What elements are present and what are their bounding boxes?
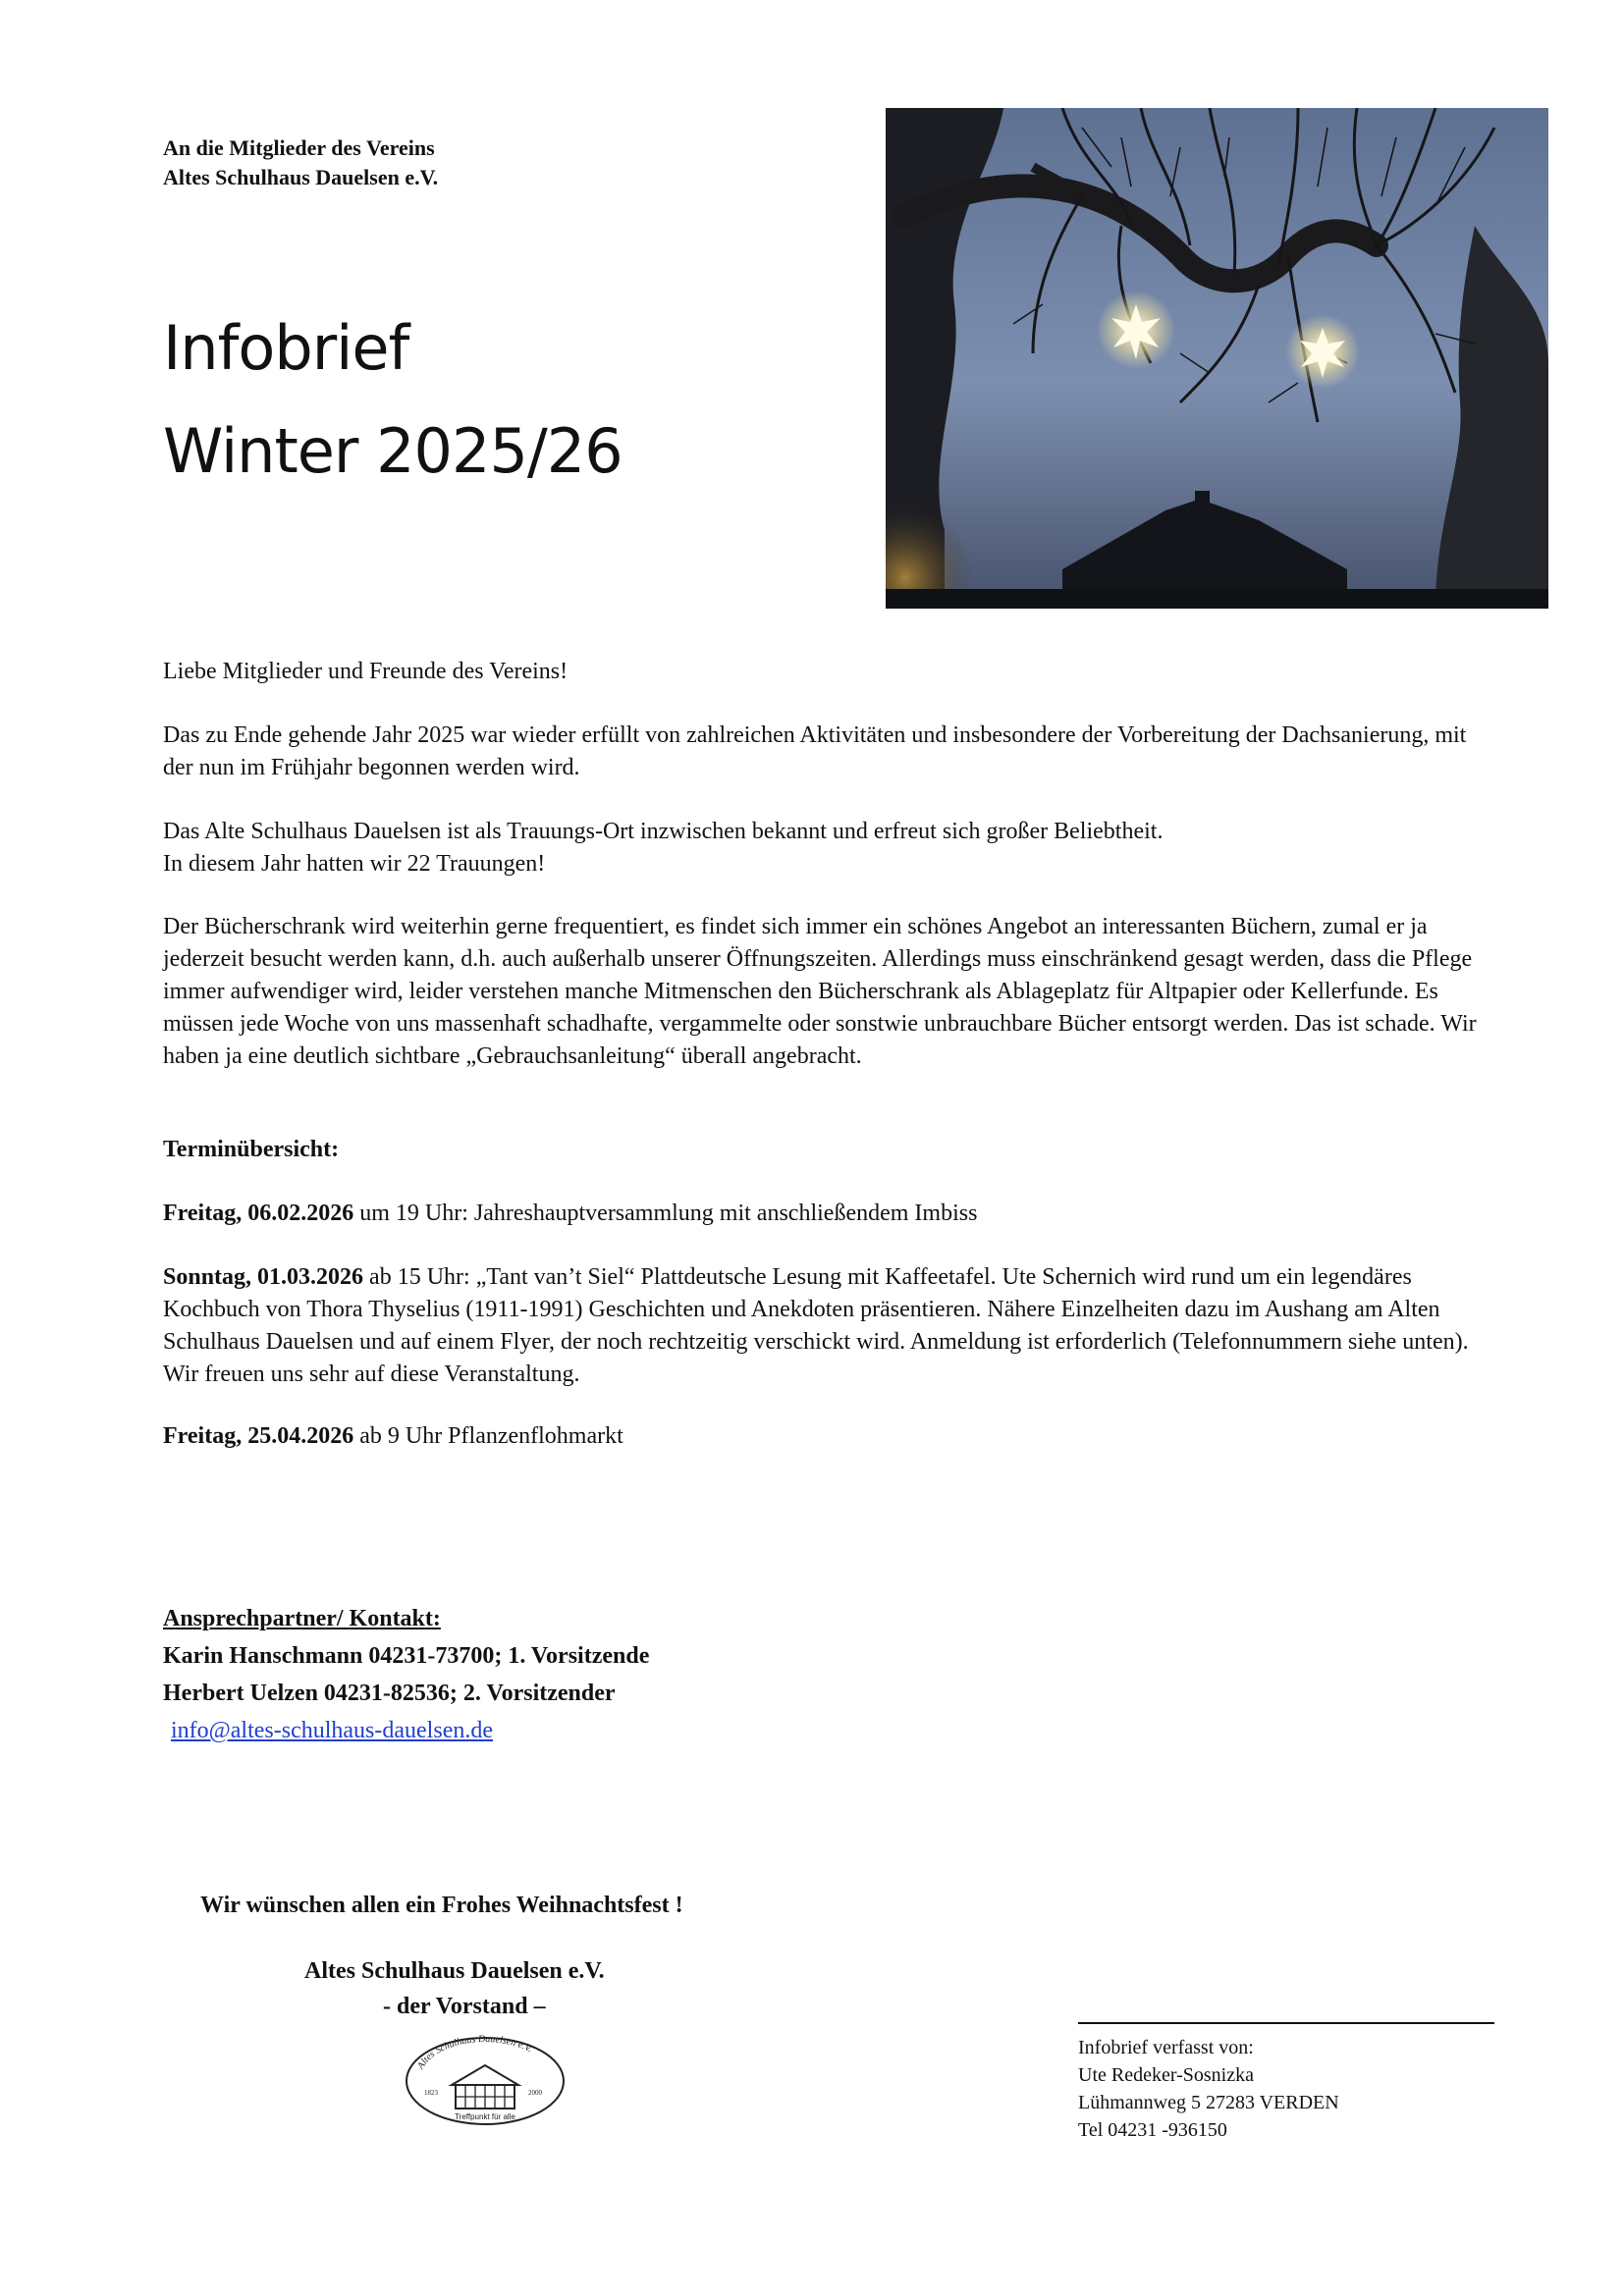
event-description: ab 15 Uhr: „Tant van’t Siel“ Plattdeutsche Lesung mit Kaffeetafel. Ute Schernich wird rund um ein legendäres Kochbuch von Thora Thyselius (1911-1991) Geschichten und Anekdoten präsentieren. Nähere Einzelheiten dazu im Aushang am Alten Schulhaus Dauelsen und auf einem Flyer, der noch rechtzeitig verschickt wird. Anmeldung ist erforderlich (Telefonnummern siehe unten). Wir freuen uns sehr auf diese Veranstaltung. — [163, 1264, 1469, 1387]
recipient-line-2: Altes Schulhaus Dauelsen e.V. — [163, 165, 439, 189]
contact-heading: Ansprechpartner/ Kontakt: — [163, 1606, 441, 1631]
contact-person-1: Karin Hanschmann 04231-73700; 1. Vorsitzende — [163, 1643, 650, 1669]
greeting: Liebe Mitglieder und Freunde des Vereins! — [163, 659, 568, 684]
association-stamp-logo — [403, 2034, 568, 2128]
contact-email-link[interactable]: info@altes-schulhaus-dauelsen.de — [171, 1718, 493, 1743]
svg-text:1823: 1823 — [424, 2089, 438, 2097]
event-date: Freitag, 25.04.2026 — [163, 1423, 354, 1449]
schedule-heading: Terminübersicht: — [163, 1137, 340, 1162]
winter-night-tree-photo — [886, 108, 1548, 609]
title-line-1: Infobrief — [163, 312, 409, 384]
signature-board: - der Vorstand – — [383, 1994, 546, 2019]
newsletter-title — [163, 296, 623, 503]
title-line-2: Winter 2025/26 — [163, 415, 623, 487]
signature-block — [304, 1953, 605, 2024]
recipient-block — [163, 133, 438, 192]
recipient-line-1: An die Mitglieder des Vereins — [163, 135, 435, 160]
svg-text:Treffpunkt für alle: Treffpunkt für alle — [455, 2112, 515, 2121]
author-label: Infobrief verfasst von: — [1078, 2037, 1254, 2058]
svg-text:2000: 2000 — [528, 2089, 542, 2097]
svg-text:Altes Schulhaus Dauelsen e.V.: Altes Schulhaus Dauelsen e.V. — [415, 2034, 534, 2071]
author-divider-line — [1078, 2022, 1494, 2024]
signature-org: Altes Schulhaus Dauelsen e.V. — [304, 1958, 605, 1984]
event-description: ab 9 Uhr Pflanzenflohmarkt — [353, 1423, 623, 1449]
event-date: Sonntag, 01.03.2026 — [163, 1264, 364, 1290]
author-address: Lühmannweg 5 27283 VERDEN — [1078, 2092, 1339, 2113]
weddings-line-1: Das Alte Schulhaus Dauelsen ist als Trauungs-Ort inzwischen bekannt und erfreut sich großer Beliebtheit. — [163, 819, 1164, 844]
contact-person-2: Herbert Uelzen 04231-82536; 2. Vorsitzender — [163, 1681, 616, 1706]
paragraph-bookcase: Der Bücherschrank wird weiterhin gerne frequentiert, es findet sich immer ein schönes Angebot an interessanten Büchern, zumal er ja jederzeit besucht werden kann, d.h. auch außerhalb unserer Öffnungszeiten. Allerdings muss einschränkend gesagt werden, dass die Pflege immer aufwendiger wird, leider verstehen manche Mitmenschen den Bücherschrank als Ablageplatz für Altpapier oder Kellerfunde. Es müssen jede Woche von uns massenhaft schadhafte, vergammelte oder sonstwie unbrauchbare Bücher entsorgt werden. Das ist schade. Wir haben ja eine deutlich sichtbare „Gebrauchsanleitung“ überall angebracht. — [163, 914, 1477, 1069]
event-date: Freitag, 06.02.2026 — [163, 1201, 354, 1226]
paragraph-weddings — [163, 816, 1498, 881]
event-item — [163, 1198, 1498, 1230]
paragraph-year-review: Das zu Ende gehende Jahr 2025 war wieder erfüllt von zahlreichen Aktivitäten und insbesondere der Vorbereitung der Dachsanierung, mit der nun im Frühjahr begonnen werden wird. — [163, 722, 1467, 780]
author-block — [1078, 2034, 1339, 2144]
event-description: um 19 Uhr: Jahreshauptversammlung mit anschließendem Imbiss — [353, 1201, 978, 1226]
contact-block — [163, 1600, 649, 1749]
event-item — [163, 1261, 1498, 1391]
weddings-line-2: In diesem Jahr hatten wir 22 Trauungen! — [163, 851, 546, 877]
event-item — [163, 1420, 1498, 1453]
christmas-wish: Wir wünschen allen ein Frohes Weihnachtsfest ! — [200, 1893, 683, 1918]
author-phone: Tel 04231 -936150 — [1078, 2119, 1227, 2141]
author-name: Ute Redeker-Sosnizka — [1078, 2064, 1254, 2086]
